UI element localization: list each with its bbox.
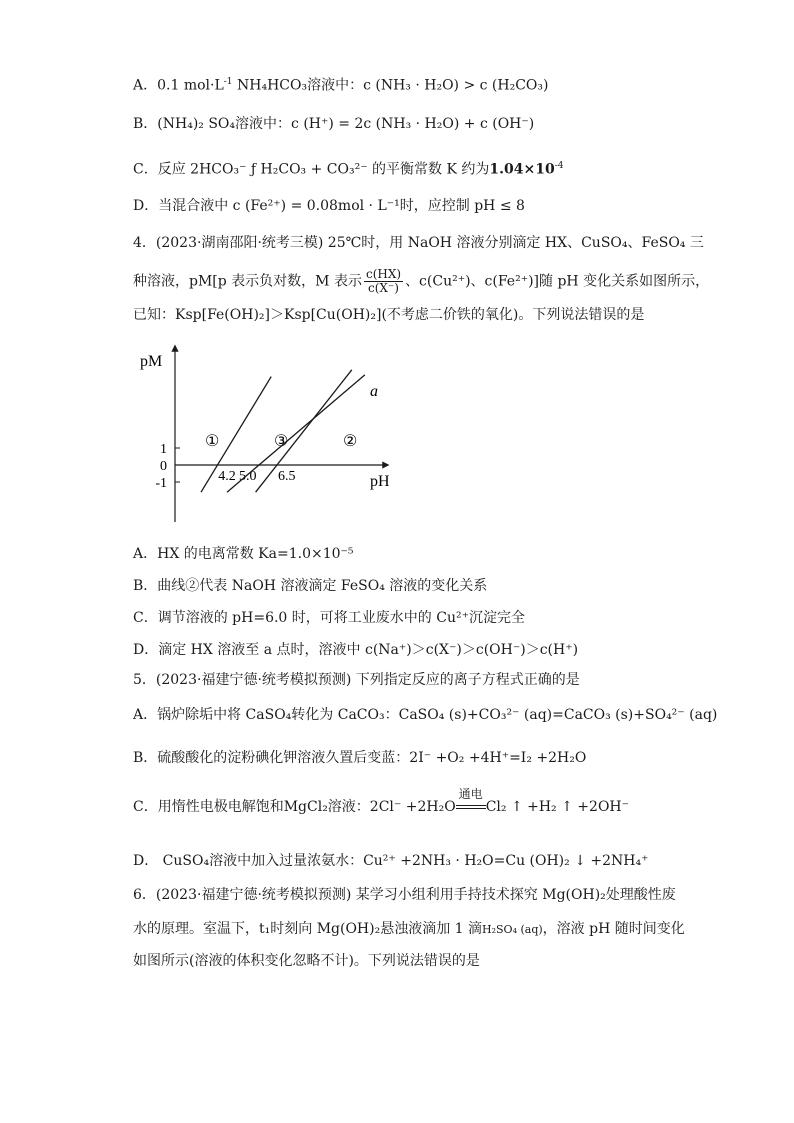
q5-option-d: D． CuSO₄溶液中加入过量浓氨水：Cu²⁺ +2NH₃ · H₂O=Cu (OH)₂ ↓ +2NH₄⁺ xyxy=(133,853,649,869)
fraction-denominator: c(X⁻) xyxy=(368,281,399,295)
point-a-label: a xyxy=(370,383,378,400)
q3-option-c xyxy=(133,156,564,180)
q6-line2 xyxy=(133,919,685,940)
q3-option-c-exp: -4 xyxy=(554,161,564,171)
q4-stem-line3: 已知：Ksp[Fe(OH)₂]＞Ksp[Cu(OH)₂](不考虑二价铁的氧化)。下列说法错误的是 xyxy=(133,307,645,323)
electrolysis-arrow xyxy=(456,787,486,817)
pm-ph-chart xyxy=(140,342,410,536)
q6-line3: 如图所示(溶液的体积变化忽略不计)。下列说法错误的是 xyxy=(133,953,480,969)
q3-option-b: B．(NH₄)₂ SO₄溶液中：c (H⁺) = 2c (NH₃ · H₂O) + c (OH⁻) xyxy=(133,116,535,132)
q3-option-a xyxy=(133,72,548,96)
fraction-numerator: c(HX) xyxy=(365,267,402,281)
y-ticks xyxy=(155,442,180,491)
series-label: ③ xyxy=(274,433,289,450)
q5-option-a: A．锅炉除垢中将 CaSO₄转化为 CaCO₃：CaSO₄ (s)+CO₃²⁻ (aq)=CaCO₃ (s)+SO₄²⁻ (aq) xyxy=(133,707,718,723)
q3-option-a-text: NH₄HCO₃溶液中：c (NH₃ · H₂O) > c (H₂CO₃) xyxy=(232,77,549,94)
x-tick-label: 5.0 xyxy=(239,469,257,484)
q3-option-c-value: 1.04×10 xyxy=(489,161,555,178)
q5-option-c xyxy=(133,787,630,817)
q6-line2-a: 水的原理。室温下，t₁时刻向 Mg(OH)₂悬浊液滴加 1 滴 xyxy=(133,921,483,937)
q4-stem-line2-a: 种溶液，pM[p 表示负对数，M 表示 xyxy=(133,273,362,290)
y-tick-label: 1 xyxy=(160,442,167,457)
q4-stem-line1: 4．(2023·湖南邵阳·统考三模) 25℃时，用 NaOH 溶液分别滴定 HX、CuSO₄、FeSO₄ 三 xyxy=(133,235,704,251)
q4-stem-line2 xyxy=(133,268,709,295)
q5-option-c-b: Cl₂ ↑ +H₂ ↑ +2OH⁻ xyxy=(485,799,630,815)
q3-option-a-prefix: A．0.1 mol·L xyxy=(133,77,224,94)
x-axis-label: pH xyxy=(370,473,390,490)
q3-option-a-sup: -1 xyxy=(223,77,233,87)
x-tick-label: 4.2 xyxy=(218,469,236,484)
series-label: ② xyxy=(343,433,358,450)
electrolysis-condition: 通电 xyxy=(458,787,483,801)
q4-option-b: B．曲线②代表 NaOH 溶液滴定 FeSO₄ 溶液的变化关系 xyxy=(133,578,488,594)
q4-stem-line2-b: 、c(Cu²⁺)、c(Fe²⁺)]随 pH 变化关系如图所示， xyxy=(405,273,710,290)
q5-stem: 5．(2023·福建宁德·统考模拟预测) 下列指定反应的离子方程式正确的是 xyxy=(133,672,580,688)
series-line xyxy=(256,370,352,492)
q4-option-c: C．调节溶液的 pH=6.0 时，可将工业废水中的 Cu²⁺沉淀完全 xyxy=(133,610,525,626)
q3-option-d: D．当混合液中 c (Fe²⁺) = 0.08mol · L⁻¹时，应控制 pH ≤ 8 xyxy=(133,198,525,214)
q5-option-c-a: C．用惰性电极电解饱和MgCl₂溶液：2Cl⁻ +2H₂O xyxy=(133,799,456,815)
y-tick-label: 0 xyxy=(160,459,167,474)
y-tick-label: -1 xyxy=(155,476,167,491)
pm-fraction xyxy=(364,268,403,295)
x-tick-labels xyxy=(218,469,295,484)
q6-line1: 6．(2023·福建宁德·统考模拟预测) 某学习小组利用手持技术探究 Mg(OH)₂处理酸性废 xyxy=(133,887,676,903)
series-label: ① xyxy=(205,433,220,450)
q5-option-b: B．硫酸酸化的淀粉碘化钾溶液久置后变蓝：2I⁻ +O₂ +4H⁺=I₂ +2H₂O xyxy=(133,750,587,766)
chart-svg xyxy=(140,342,410,532)
y-axis-label: pM xyxy=(140,353,163,370)
q4-option-d: D．滴定 HX 溶液至 a 点时，溶液中 c(Na⁺)＞c(X⁻)＞c(OH⁻)＞c(H⁺) xyxy=(133,642,579,658)
q6-line2-c: ，溶液 pH 随时间变化 xyxy=(542,921,685,937)
q4-option-a: A．HX 的电离常数 Ka=1.0×10⁻⁵ xyxy=(133,546,354,562)
x-tick-label: 6.5 xyxy=(278,469,296,484)
q6-line2-b: H₂SO₄ (aq) xyxy=(482,923,543,936)
q3-option-c-text: C．反应 2HCO₃⁻ ƒ H₂CO₃ + CO₃²⁻ 的平衡常数 K 约为 xyxy=(133,161,490,178)
